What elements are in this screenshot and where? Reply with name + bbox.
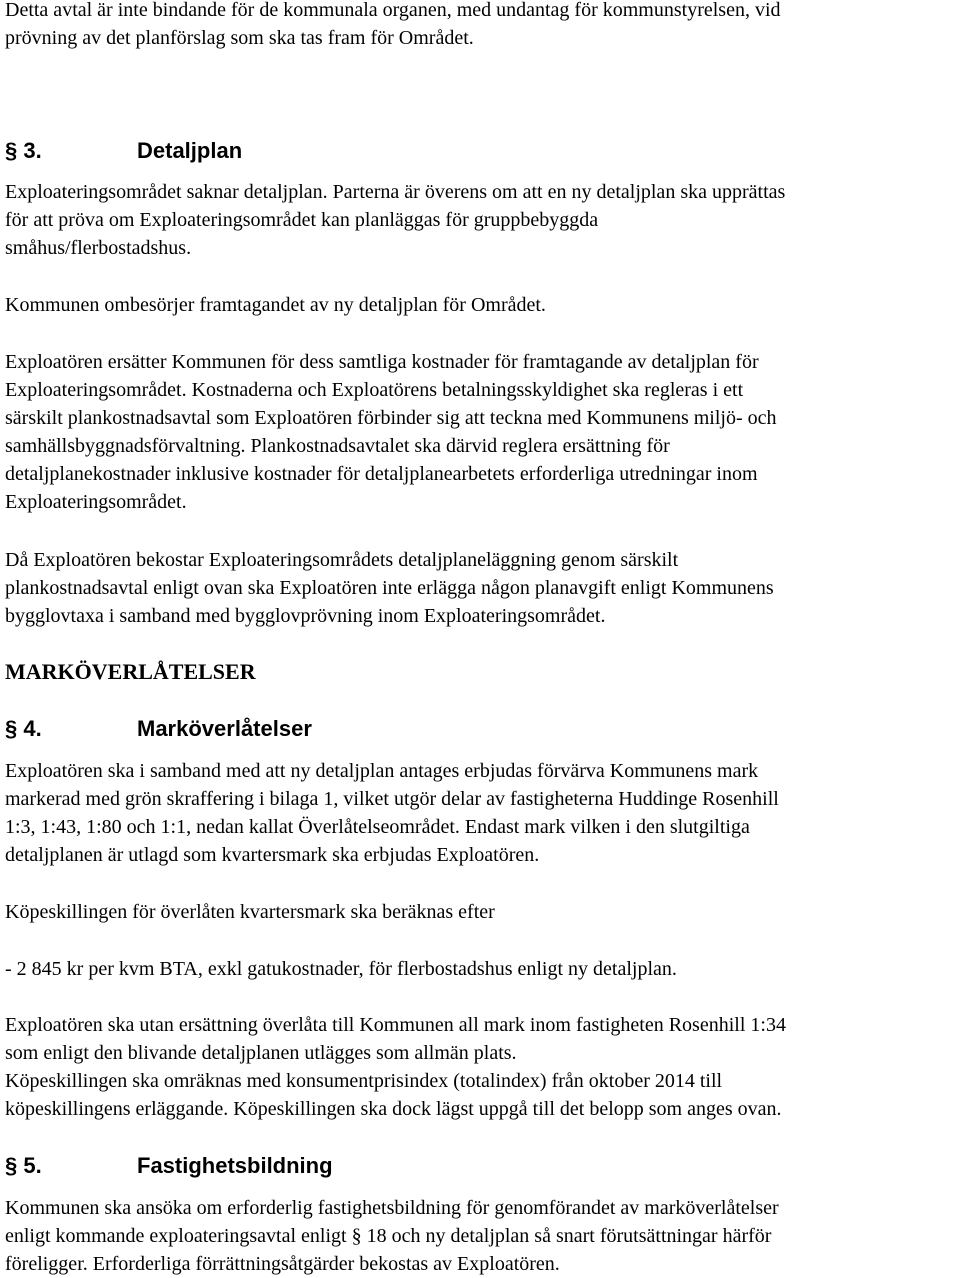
- text-line: Då Exploatören bekostar Exploateringsområdets detaljplaneläggning genom särskilt: [5, 549, 679, 571]
- text-line: Exploateringsområdet. Kostnaderna och Exploatörens betalningsskyldighet ska regleras i ett: [5, 379, 744, 401]
- text-line: markerad med grön skraffering i bilaga 1, vilket utgör delar av fastigheterna Huddinge Rosenhill: [5, 788, 779, 810]
- text-line: Detta avtal är inte bindande för de kommunala organen, med undantag för kommunstyrelsen, vid: [5, 0, 781, 21]
- text-line: bygglovtaxa i samband med bygglovprövning inom Exploateringsområdet.: [5, 605, 606, 627]
- intro-paragraph: [5, 0, 957, 52]
- section-4-paragraph-2: [5, 898, 957, 926]
- text-line: detaljplanen är utlagd som kvartersmark ska erbjudas Exploatören.: [5, 844, 540, 866]
- text-line: för att pröva om Exploateringsområdet kan planläggas för gruppbebyggda: [5, 209, 599, 231]
- text-line: Kommunen ska ansöka om erforderlig fastighetsbildning för genomförandet av marköverlåtelser: [5, 1197, 779, 1219]
- text-line: som enligt den blivande detaljplanen utlägges som allmän plats.: [5, 1042, 517, 1064]
- text-line: - 2 845 kr per kvm BTA, exkl gatukostnader, för flerbostadshus enligt ny detaljplan.: [5, 958, 677, 980]
- text-line: köpeskillingens erläggande. Köpeskillingen ska dock lägst uppgå till det belopp som anges ovan.: [5, 1098, 782, 1120]
- text-line: Exploatören ska i samband med att ny detaljplan antages erbjudas förvärva Kommunens mark: [5, 760, 759, 782]
- section-title: Detaljplan: [137, 138, 243, 163]
- text-line: Köpeskillingen ska omräknas med konsumentprisindex (totalindex) från oktober 2014 till: [5, 1070, 723, 1092]
- section-number: § 5.: [5, 1153, 42, 1178]
- text-line: enligt kommande exploateringsavtal enligt § 18 och ny detaljplan så snart förutsättningar härför: [5, 1225, 772, 1247]
- section-5-heading: [5, 1149, 605, 1183]
- text-line: prövning av det planförslag som ska tas fram för Området.: [5, 27, 474, 49]
- section-title: Fastighetsbildning: [137, 1153, 333, 1178]
- section-4-paragraph-4: [5, 1011, 957, 1123]
- section-3-paragraph-3: [5, 348, 957, 516]
- chapter-heading: MARKÖVERLÅTELSER: [5, 659, 256, 684]
- text-line: Exploateringsområdet.: [5, 491, 187, 513]
- section-3-paragraph-1: [5, 178, 957, 262]
- section-3-paragraph-4: [5, 546, 957, 630]
- text-line: särskilt plankostnadsavtal som Exploatören förbinder sig att teckna med Kommunens miljö- och: [5, 407, 777, 429]
- section-3-paragraph-2: [5, 291, 957, 319]
- text-line: föreligger. Erforderliga förrättningsåtgärder bekostas av Exploatören.: [5, 1253, 560, 1275]
- text-line: Exploateringsområdet saknar detaljplan. Parterna är överens om att en ny detaljplan ska upprättas: [5, 181, 786, 203]
- text-line: Köpeskillingen för överlåten kvartersmark ska beräknas efter: [5, 901, 495, 923]
- text-line: 1:3, 1:43, 1:80 och 1:1, nedan kallat Överlåtelseområdet. Endast mark vilken i den slutgiltiga: [5, 816, 750, 838]
- section-4-heading: [5, 712, 605, 746]
- text-line: samhällsbyggnadsförvaltning. Plankostnadsavtalet ska därvid reglera ersättning för: [5, 435, 670, 457]
- text-line: plankostnadsavtal enligt ovan ska Exploatören inte erlägga någon planavgift enligt Kommunens: [5, 577, 774, 599]
- text-line: Exploatören ersätter Kommunen för dess samtliga kostnader för framtagande av detaljplan för: [5, 351, 759, 373]
- text-line: Kommunen ombesörjer framtagandet av ny detaljplan för Området.: [5, 294, 546, 316]
- section-number: § 4.: [5, 716, 42, 741]
- section-4-paragraph-3: [5, 955, 957, 983]
- text-line: småhus/flerbostadshus.: [5, 237, 192, 259]
- section-3-heading: [5, 134, 605, 168]
- section-4-paragraph-1: [5, 757, 957, 869]
- text-line: detaljplanekostnader inklusive kostnader för detaljplanearbetets erforderliga utredningar inom: [5, 463, 758, 485]
- section-title: Marköverlåtelser: [137, 716, 312, 741]
- section-5-paragraph-1: [5, 1194, 957, 1278]
- text-line: Exploatören ska utan ersättning överlåta till Kommunen all mark inom fastigheten Rosenhill 1:34: [5, 1014, 786, 1036]
- section-number: § 3.: [5, 138, 42, 163]
